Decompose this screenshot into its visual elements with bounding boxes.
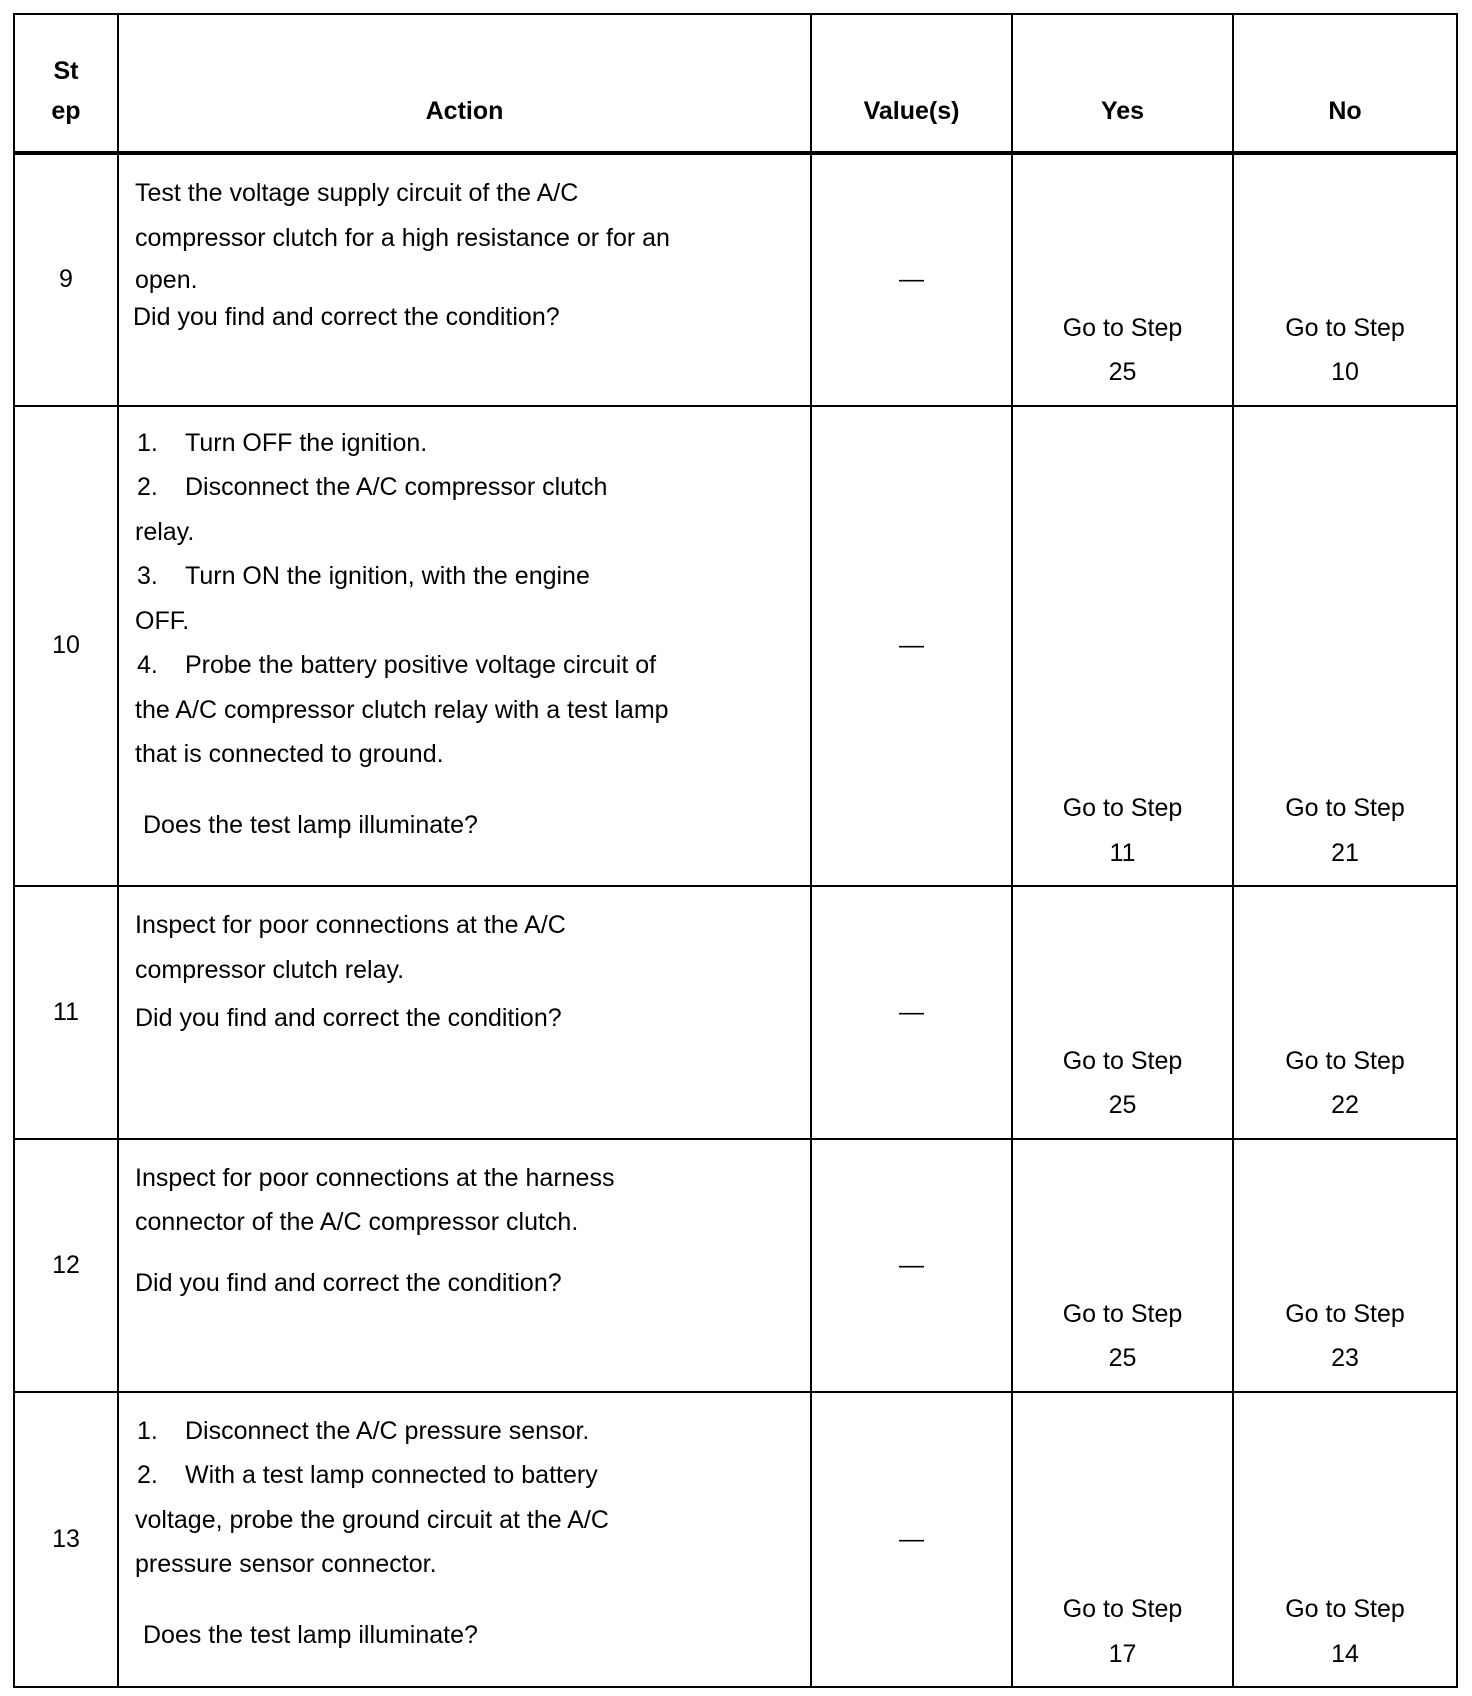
step-item-number: 1. [137, 428, 158, 457]
header-step [14, 14, 118, 153]
yes-result [1012, 1392, 1233, 1687]
table-row [14, 1139, 1457, 1392]
action-step-item [135, 1453, 750, 1498]
table-row [14, 406, 1457, 886]
action-question: Did you find and correct the condition? [133, 303, 560, 331]
action-line: Test the voltage supply circuit of the A/C [135, 179, 579, 207]
step-item-number: 1. [137, 1416, 158, 1445]
header-action: Action [118, 14, 811, 153]
step-item-continuation: that is connected to ground. [135, 740, 444, 769]
step-item-continuation: the A/C compressor clutch relay with a test lamp [135, 695, 669, 724]
yes-result-label: Go to Step [1062, 313, 1183, 342]
action-line: open. [135, 266, 198, 294]
yes-result-label: Go to Step [1062, 794, 1183, 823]
no-result-label: Go to Step [1285, 1299, 1405, 1328]
no-result [1233, 153, 1457, 406]
step-number: 11 [14, 886, 118, 1139]
step-number: 9 [14, 153, 118, 406]
yes-result-label: Go to Step [1062, 1299, 1183, 1328]
step-item-number: 4. [137, 651, 158, 680]
action-line: Inspect for poor connections at the A/C [135, 911, 566, 940]
no-result [1233, 1392, 1457, 1687]
header-step-line2: ep [51, 97, 81, 125]
action-line: connector of the A/C compressor clutch. [135, 1208, 579, 1237]
no-result-label: Go to Step [1285, 794, 1405, 823]
step-item-text: With a test lamp connected to battery [185, 1461, 598, 1490]
yes-result [1012, 886, 1233, 1139]
no-result-step: 14 [1331, 1639, 1359, 1668]
table-row [14, 153, 1457, 406]
no-result-step: 22 [1331, 1091, 1359, 1120]
value-cell: — [811, 886, 1012, 1139]
step-item-text: Turn OFF the ignition. [185, 428, 428, 457]
action-step-item [135, 421, 750, 466]
yes-result-step: 17 [1108, 1639, 1137, 1668]
yes-result-label: Go to Step [1062, 1595, 1183, 1623]
yes-result-step: 25 [1108, 1091, 1137, 1120]
action-text [118, 153, 811, 406]
yes-result-step: 11 [1109, 838, 1136, 867]
step-item-text: Probe the battery positive voltage circuit of [185, 651, 657, 680]
spacer [135, 777, 750, 803]
no-result [1233, 886, 1457, 1139]
header-yes: Yes [1012, 14, 1233, 153]
yes-result [1012, 153, 1233, 406]
action-question: Did you find and correct the condition? [135, 1268, 562, 1297]
value-cell: — [811, 406, 1012, 886]
table-row [14, 886, 1457, 1139]
yes-result [1012, 1139, 1233, 1392]
action-question: Does the test lamp illuminate? [143, 1620, 478, 1649]
no-result-step: 23 [1331, 1344, 1359, 1373]
action-text [118, 886, 811, 1139]
no-result [1233, 406, 1457, 886]
no-result-step: 10 [1331, 358, 1359, 387]
yes-result-label: Go to Step [1062, 1046, 1183, 1075]
action-text [118, 406, 811, 886]
step-item-continuation: relay. [135, 517, 195, 546]
step-item-text: Turn ON the ignition, with the engine [185, 562, 590, 591]
no-result [1233, 1139, 1457, 1392]
yes-result [1012, 406, 1233, 886]
step-number: 12 [14, 1139, 118, 1392]
table-row [14, 1392, 1457, 1687]
step-item-text: Disconnect the A/C pressure sensor. [185, 1416, 590, 1445]
step-item-continuation: voltage, probe the ground circuit at the A/C [135, 1505, 609, 1534]
diagnostic-table [13, 13, 1458, 1688]
header-row [14, 14, 1457, 153]
action-line: compressor clutch for a high resistance or for an [135, 223, 670, 252]
header-no: No [1233, 14, 1457, 153]
action-step-item [135, 1409, 750, 1454]
action-question: Does the test lamp illuminate? [143, 810, 478, 839]
action-line: Inspect for poor connections at the harness [135, 1163, 615, 1192]
value-cell: — [811, 153, 1012, 406]
step-number: 13 [14, 1392, 118, 1687]
step-item-number: 3. [137, 562, 158, 591]
action-step-item [135, 465, 750, 510]
spacer [135, 1587, 750, 1613]
value-cell: — [811, 1392, 1012, 1687]
header-step-line1: St [53, 57, 79, 85]
spacer [135, 1245, 750, 1253]
action-question: Did you find and correct the condition? [135, 1004, 562, 1033]
no-result-label: Go to Step [1285, 1046, 1405, 1075]
no-result-label: Go to Step [1285, 313, 1405, 342]
step-item-number: 2. [137, 473, 158, 502]
step-number: 10 [14, 406, 118, 886]
action-text [118, 1392, 811, 1687]
action-step-item [135, 643, 750, 688]
value-cell: — [811, 1139, 1012, 1392]
action-text [118, 1139, 811, 1392]
step-item-text: Disconnect the A/C compressor clutch [185, 473, 608, 502]
action-step-item [135, 554, 750, 599]
step-item-continuation: OFF. [135, 606, 190, 635]
no-result-step: 21 [1331, 838, 1359, 867]
step-item-number: 2. [137, 1461, 158, 1490]
yes-result-step: 25 [1108, 358, 1137, 387]
action-line: compressor clutch relay. [135, 955, 405, 984]
yes-result-step: 25 [1108, 1344, 1137, 1373]
header-values: Value(s) [811, 14, 1012, 153]
step-item-continuation: pressure sensor connector. [135, 1550, 437, 1579]
no-result-label: Go to Step [1285, 1595, 1405, 1623]
